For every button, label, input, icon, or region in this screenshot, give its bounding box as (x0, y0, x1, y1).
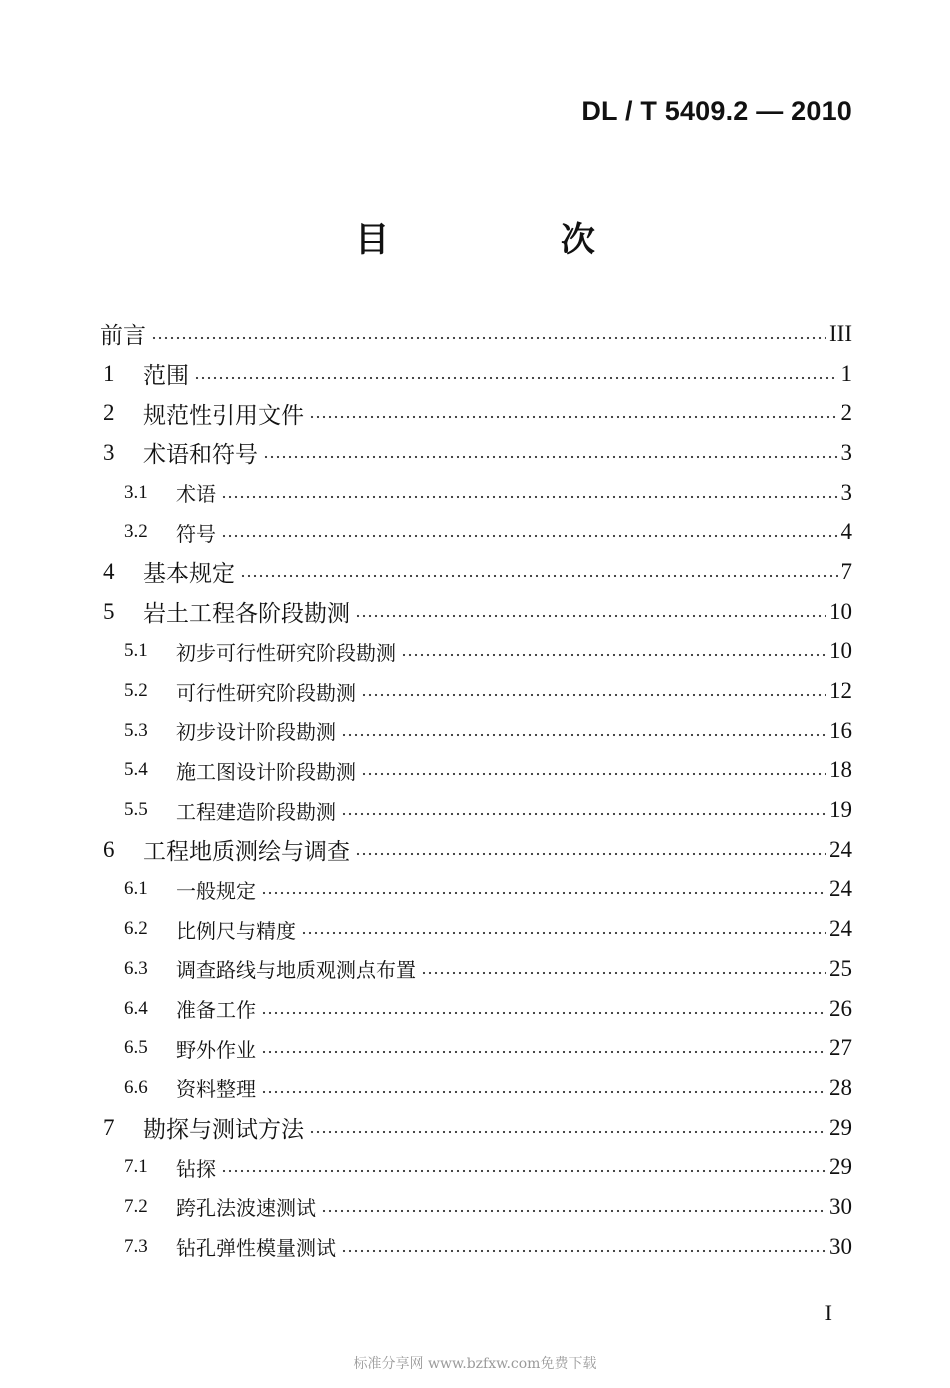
toc-entry-page: 25 (829, 955, 852, 981)
dot-leader (321, 1209, 826, 1213)
toc-entry-title: 初步设计阶段勘测 (176, 720, 336, 745)
toc-entry-number: 7.1 (124, 1156, 148, 1178)
dot-leader (361, 772, 826, 776)
dot-leader (261, 1050, 826, 1054)
toc-entry[interactable] (100, 354, 852, 394)
toc-entry-page: 19 (829, 797, 852, 823)
toc-entry-title: 钻孔弹性模量测试 (176, 1236, 336, 1261)
toc-entry-title: 前言 (100, 323, 146, 350)
toc-entry-page: 1 (840, 360, 852, 386)
toc-entry-page: 10 (829, 598, 852, 624)
toc-entry-number: 5.4 (124, 759, 148, 781)
toc-entry-title: 一般规定 (176, 878, 256, 903)
toc-entry-number: 6.1 (124, 878, 148, 900)
toc-entry-number: 5.2 (124, 680, 148, 702)
toc-entry-title: 资料整理 (176, 1077, 256, 1102)
toc-entry-title: 施工图设计阶段勘测 (176, 759, 356, 784)
toc-entry[interactable] (100, 592, 852, 632)
dot-leader (301, 931, 826, 935)
toc-entry[interactable] (100, 989, 852, 1029)
dot-leader (194, 376, 838, 380)
toc-entry-number: 1 (103, 360, 115, 386)
toc-entry-number: 4 (103, 558, 115, 584)
toc-entry[interactable] (100, 632, 852, 672)
toc-entry-number: 3.2 (124, 521, 148, 543)
dot-leader (221, 534, 838, 538)
dot-leader (240, 574, 838, 578)
dot-leader (261, 1090, 826, 1094)
toc-entry-number: 6.3 (124, 957, 148, 979)
toc-entry-title: 范围 (143, 363, 189, 390)
toc-entry[interactable] (100, 552, 852, 592)
toc-entry-page: 12 (829, 678, 852, 704)
dot-leader (221, 495, 838, 499)
toc-entry-title: 准备工作 (176, 998, 256, 1023)
toc-entry-number: 5.3 (124, 719, 148, 741)
toc-entry-title: 勘探与测试方法 (143, 1117, 304, 1144)
toc-entry-page: 30 (829, 1193, 852, 1219)
toc-entry-number: 5 (103, 598, 115, 624)
toc-entry-page: 3 (840, 479, 852, 505)
dot-leader (361, 693, 826, 697)
toc-entry-page: 3 (840, 439, 852, 465)
toc-entry[interactable] (100, 830, 852, 870)
toc-entry-number: 3.1 (124, 481, 148, 503)
toc-entry-page: 10 (829, 638, 852, 664)
page-title: 目 次 (355, 220, 675, 260)
toc-entry-page: 18 (829, 757, 852, 783)
toc-entry-title: 工程地质测绘与调查 (143, 839, 350, 866)
toc-entry-number: 5.1 (124, 640, 148, 662)
toc-entry[interactable] (100, 790, 852, 830)
dot-leader (341, 812, 826, 816)
toc-entry[interactable] (100, 949, 852, 989)
toc-entry-title: 规范性引用文件 (143, 402, 304, 429)
toc-entry-number: 6.4 (124, 997, 148, 1019)
dot-leader (355, 852, 826, 856)
toc-entry-page: 24 (829, 916, 852, 942)
dot-leader (261, 891, 826, 895)
toc-entry-number: 7.3 (124, 1235, 148, 1257)
dot-leader (309, 1130, 826, 1134)
dot-leader (341, 1249, 826, 1253)
toc-entry-page: 29 (829, 1154, 852, 1180)
dot-leader (401, 653, 826, 657)
toc-entry-number: 2 (103, 400, 115, 426)
toc-entry-title: 跨孔法波速测试 (176, 1196, 316, 1221)
toc-entry-page: 26 (829, 995, 852, 1021)
toc-entry-title: 比例尺与精度 (176, 918, 296, 943)
toc-entry-number: 7 (103, 1114, 115, 1140)
toc-entry[interactable] (100, 870, 852, 910)
toc-entry-title: 术语和符号 (143, 442, 258, 469)
toc-entry-title: 岩土工程各阶段勘测 (143, 601, 350, 628)
toc-entry[interactable] (100, 512, 852, 552)
toc-entry[interactable] (100, 671, 852, 711)
dot-leader (261, 1011, 826, 1015)
toc-entry[interactable] (100, 473, 852, 513)
toc-entry-page: 16 (829, 717, 852, 743)
toc-entry-number: 6.2 (124, 918, 148, 940)
toc-entry-number: 7.2 (124, 1195, 148, 1217)
toc-entry-page: 27 (829, 1035, 852, 1061)
toc-entry-title: 调查路线与地质观测点布置 (176, 958, 416, 983)
toc-entry[interactable] (100, 1227, 852, 1267)
toc-entry-page: 2 (840, 400, 852, 426)
toc-entry-title: 钻探 (176, 1156, 216, 1181)
dot-leader (309, 415, 838, 419)
toc-entry[interactable] (100, 1108, 852, 1148)
toc-entry-page: 24 (829, 836, 852, 862)
toc-entry-title: 野外作业 (176, 1037, 256, 1062)
toc-entry-number: 3 (103, 439, 115, 465)
toc-entry-page: III (829, 320, 852, 346)
toc-entry[interactable] (100, 909, 852, 949)
page-number: I (824, 1300, 832, 1325)
toc-entry-title: 初步可行性研究阶段勘测 (176, 640, 396, 665)
dot-leader (151, 336, 826, 340)
toc-entry[interactable] (100, 1147, 852, 1187)
toc-entry-page: 4 (840, 519, 852, 545)
toc-entry[interactable] (100, 751, 852, 791)
toc-entry-page: 29 (829, 1114, 852, 1140)
toc-entry[interactable] (100, 1028, 852, 1068)
standard-code: DL / T 5409.2 — 2010 (581, 96, 852, 126)
toc-entry-page: 30 (829, 1233, 852, 1259)
toc-entry-number: 6.6 (124, 1076, 148, 1098)
toc-entry-page: 24 (829, 876, 852, 902)
dot-leader (421, 971, 826, 975)
toc-entry-page: 7 (840, 558, 852, 584)
toc-entry-number: 6.5 (124, 1037, 148, 1059)
toc-entry-title: 可行性研究阶段勘测 (176, 680, 356, 705)
dot-leader (263, 455, 838, 459)
toc-entry-number: 5.5 (124, 799, 148, 821)
toc-entry[interactable] (100, 711, 852, 751)
toc-entry[interactable] (100, 1187, 852, 1227)
toc-entry[interactable] (100, 433, 852, 473)
toc-entry[interactable] (100, 1068, 852, 1108)
toc-entry-number: 6 (103, 836, 115, 862)
toc-entry[interactable] (100, 314, 852, 354)
toc-entry-title: 术语 (176, 482, 216, 507)
dot-leader (221, 1169, 826, 1173)
toc-entry-title: 符号 (176, 521, 216, 546)
toc-entry-title: 工程建造阶段勘测 (176, 799, 336, 824)
toc-entry[interactable] (100, 393, 852, 433)
dot-leader (355, 614, 826, 618)
toc-entry-page: 28 (829, 1074, 852, 1100)
dot-leader (341, 733, 826, 737)
watermark: 标准分享网 www.bzfxw.com免费下载 (353, 1356, 597, 1372)
table-of-contents (100, 314, 852, 1267)
toc-entry-title: 基本规定 (143, 561, 235, 588)
